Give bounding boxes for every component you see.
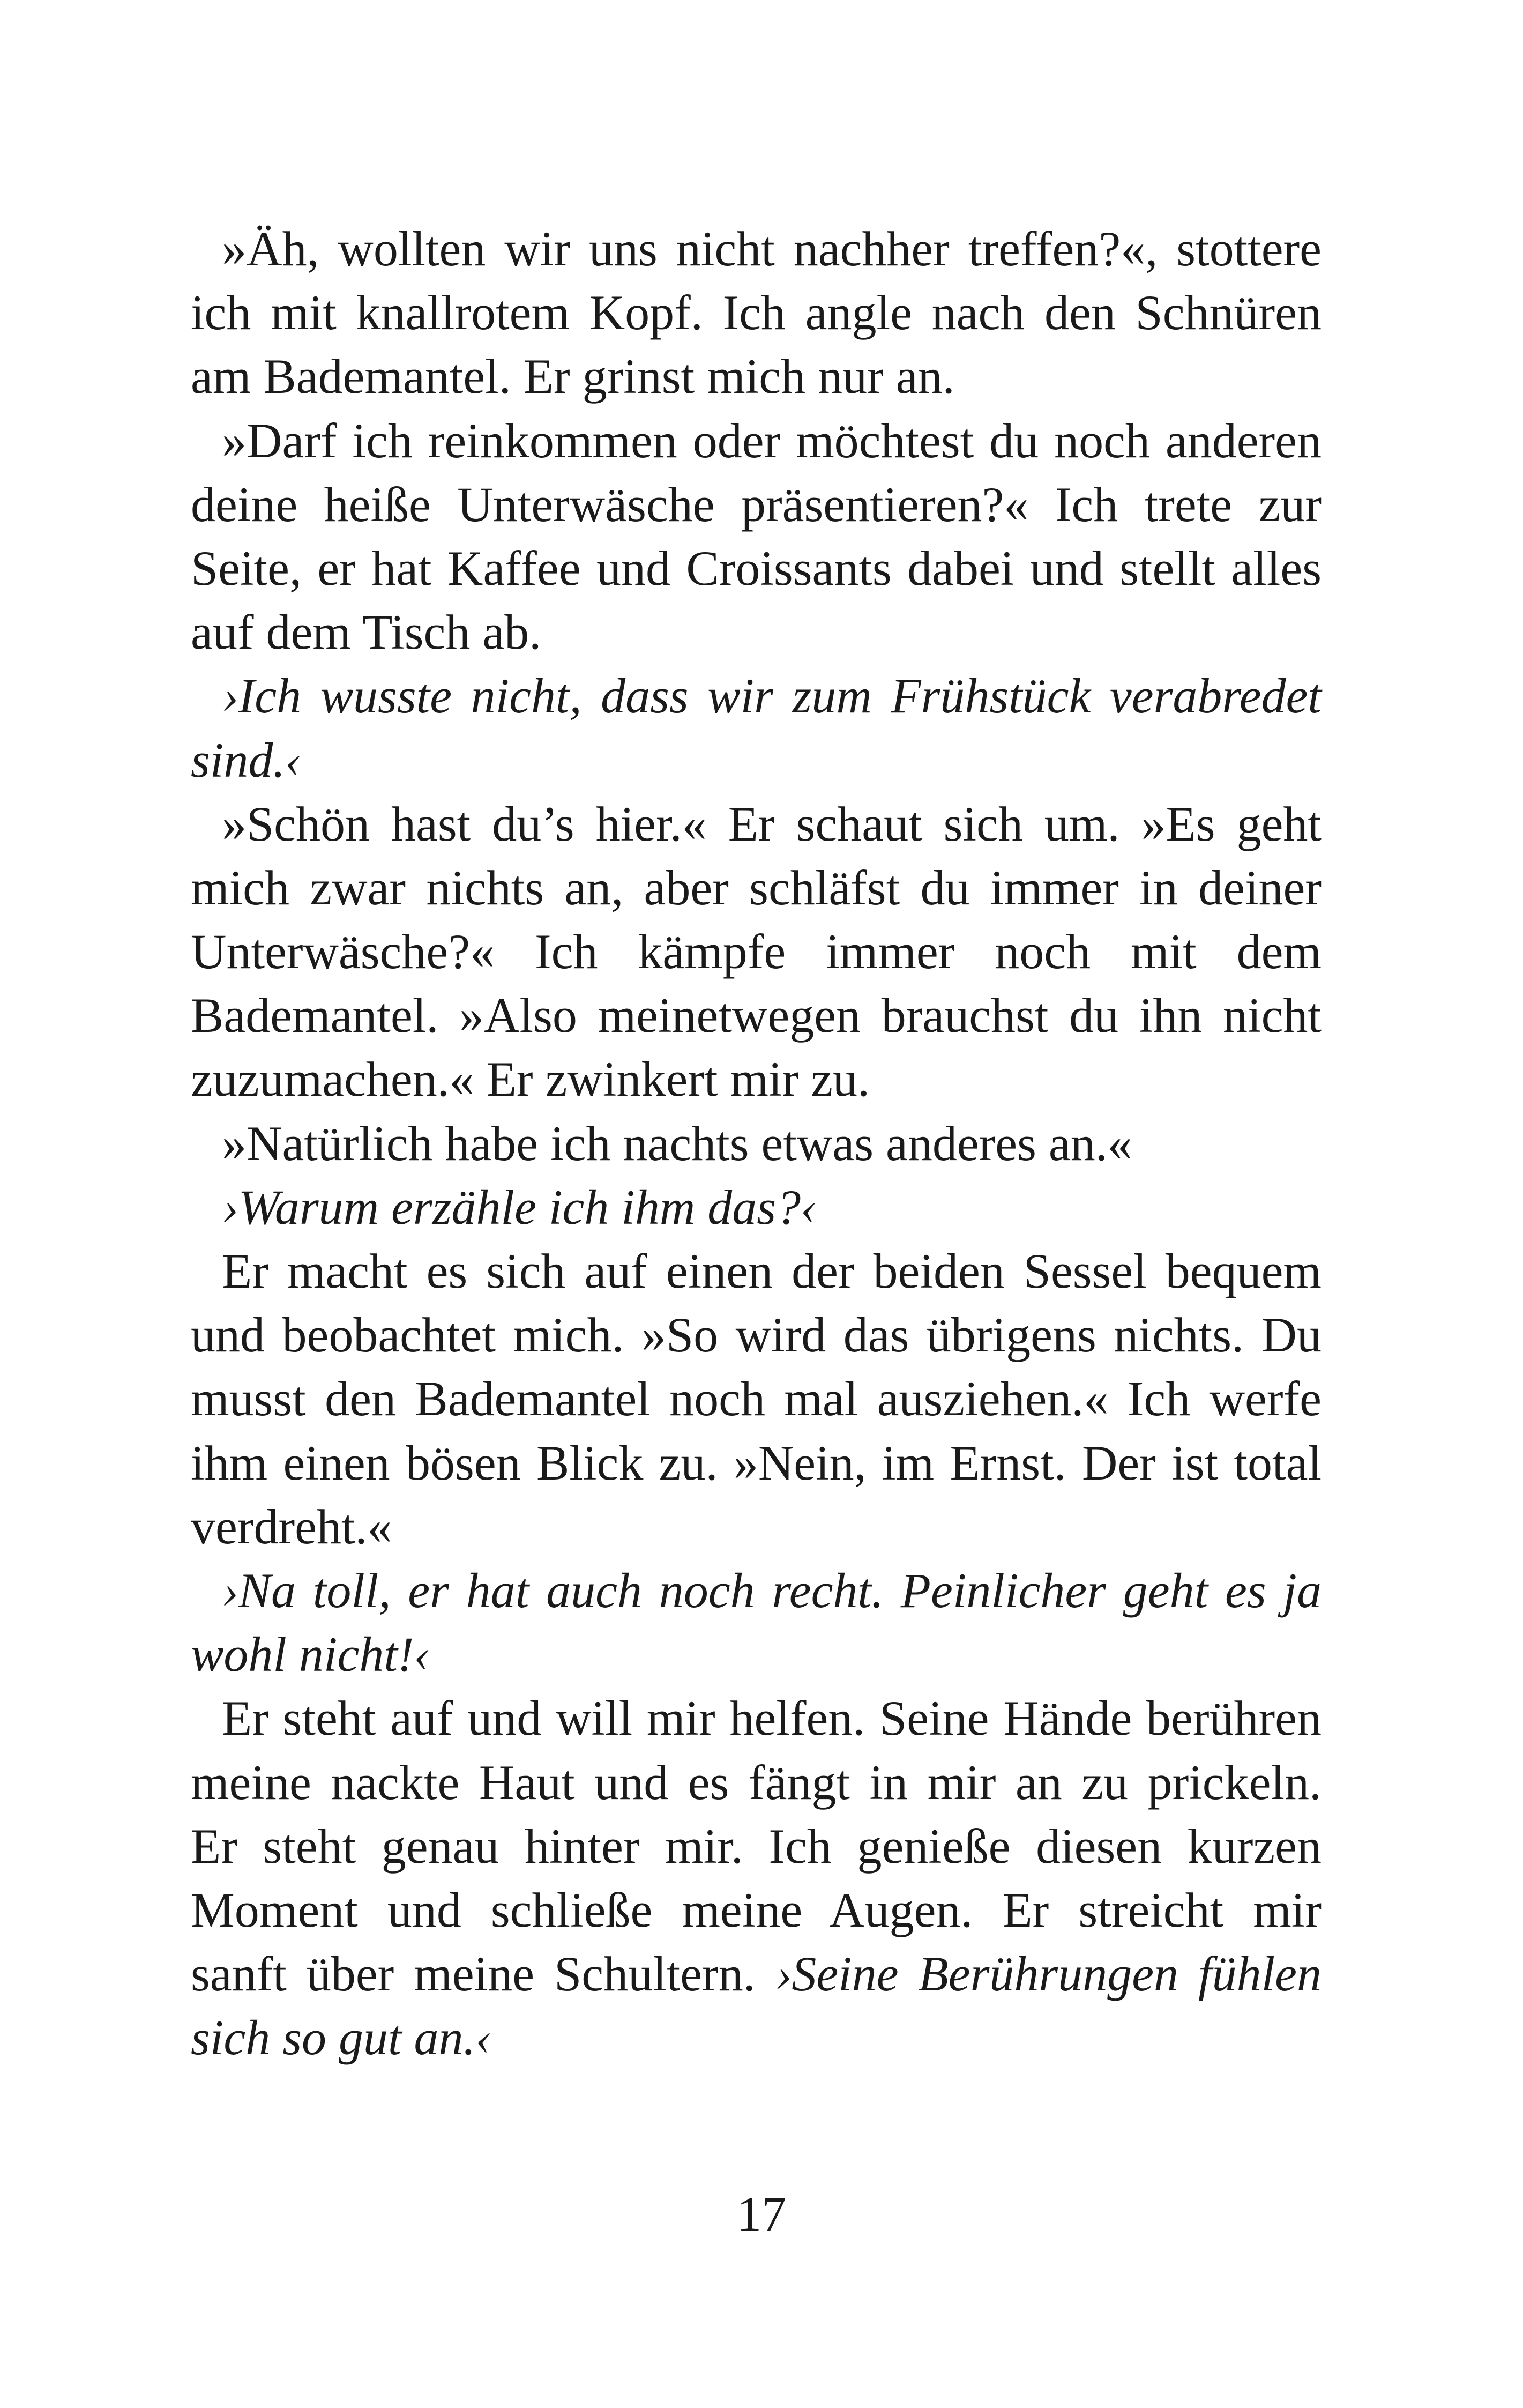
text-line-mixed bbox=[191, 1942, 1322, 2006]
text-line: Seite, er hat Kaffee und Croissants dabei und stellt alles bbox=[191, 540, 1322, 596]
text-line: verdreht.« bbox=[191, 1499, 392, 1554]
book-page-text bbox=[191, 217, 1322, 2070]
text-line: deine heiße Unterwäsche präsentieren?« Ich trete zur bbox=[191, 477, 1322, 532]
text-line: und beobachtet mich. »So wird das übrigens nichts. Du bbox=[191, 1307, 1322, 1363]
text-line: Unterwäsche?« Ich kämpfe immer noch mit dem bbox=[191, 924, 1322, 979]
thought-line: sich so gut an.‹ bbox=[191, 2010, 492, 2065]
text-line: musst den Bademantel noch mal ausziehen.« Ich werfe bbox=[191, 1371, 1322, 1426]
text-line: Er steht genau hinter mir. Ich genieße diesen kurzen bbox=[191, 1818, 1322, 1874]
thought-line: ›Na toll, er hat auch noch recht. Peinlicher geht es ja bbox=[222, 1563, 1322, 1618]
page-number: 17 bbox=[737, 2187, 786, 2241]
thought-line: sind.‹ bbox=[191, 732, 302, 787]
text-line: mich zwar nichts an, aber schläfst du immer in deiner bbox=[191, 860, 1322, 915]
text-line: Er steht auf und will mir helfen. Seine Hände berühren bbox=[222, 1691, 1322, 1746]
text-line: meine nackte Haut und es fängt in mir an zu prickeln. bbox=[191, 1755, 1322, 1810]
text-line: ich mit knallrotem Kopf. Ich angle nach den Schnüren bbox=[191, 285, 1322, 340]
line-roman-part: sanft über meine Schultern. bbox=[191, 1946, 775, 2002]
text-line: zuzumachen.« Er zwinkert mir zu. bbox=[191, 1052, 870, 1107]
line-italic-part: ›Seine Berührungen fühlen bbox=[775, 1946, 1322, 2002]
text-line: Bademantel. »Also meinetwegen brauchst du ihn nicht bbox=[191, 988, 1322, 1043]
text-line: Moment und schließe meine Augen. Er streicht mir bbox=[191, 1882, 1322, 1937]
text-line: »Darf ich reinkommen oder möchtest du noch anderen bbox=[222, 413, 1322, 468]
text-line: ihm einen bösen Blick zu. »Nein, im Ernst. Der ist total bbox=[191, 1435, 1322, 1490]
thought-line: wohl nicht!‹ bbox=[191, 1627, 431, 1682]
text-line: »Natürlich habe ich nachts etwas anderes an.« bbox=[222, 1116, 1132, 1171]
text-line: am Bademantel. Er grinst mich nur an. bbox=[191, 349, 955, 404]
thought-line: ›Warum erzähle ich ihm das?‹ bbox=[222, 1179, 817, 1235]
text-line: »Schön hast du’s hier.« Er schaut sich um. »Es geht bbox=[222, 796, 1322, 851]
thought-line: ›Ich wusste nicht, dass wir zum Frühstück verabredet bbox=[222, 668, 1322, 724]
text-line: »Äh, wollten wir uns nicht nachher treffen?«, stottere bbox=[222, 221, 1322, 276]
text-line: auf dem Tisch ab. bbox=[191, 605, 542, 660]
text-line: Er macht es sich auf einen der beiden Sessel bequem bbox=[222, 1244, 1322, 1298]
